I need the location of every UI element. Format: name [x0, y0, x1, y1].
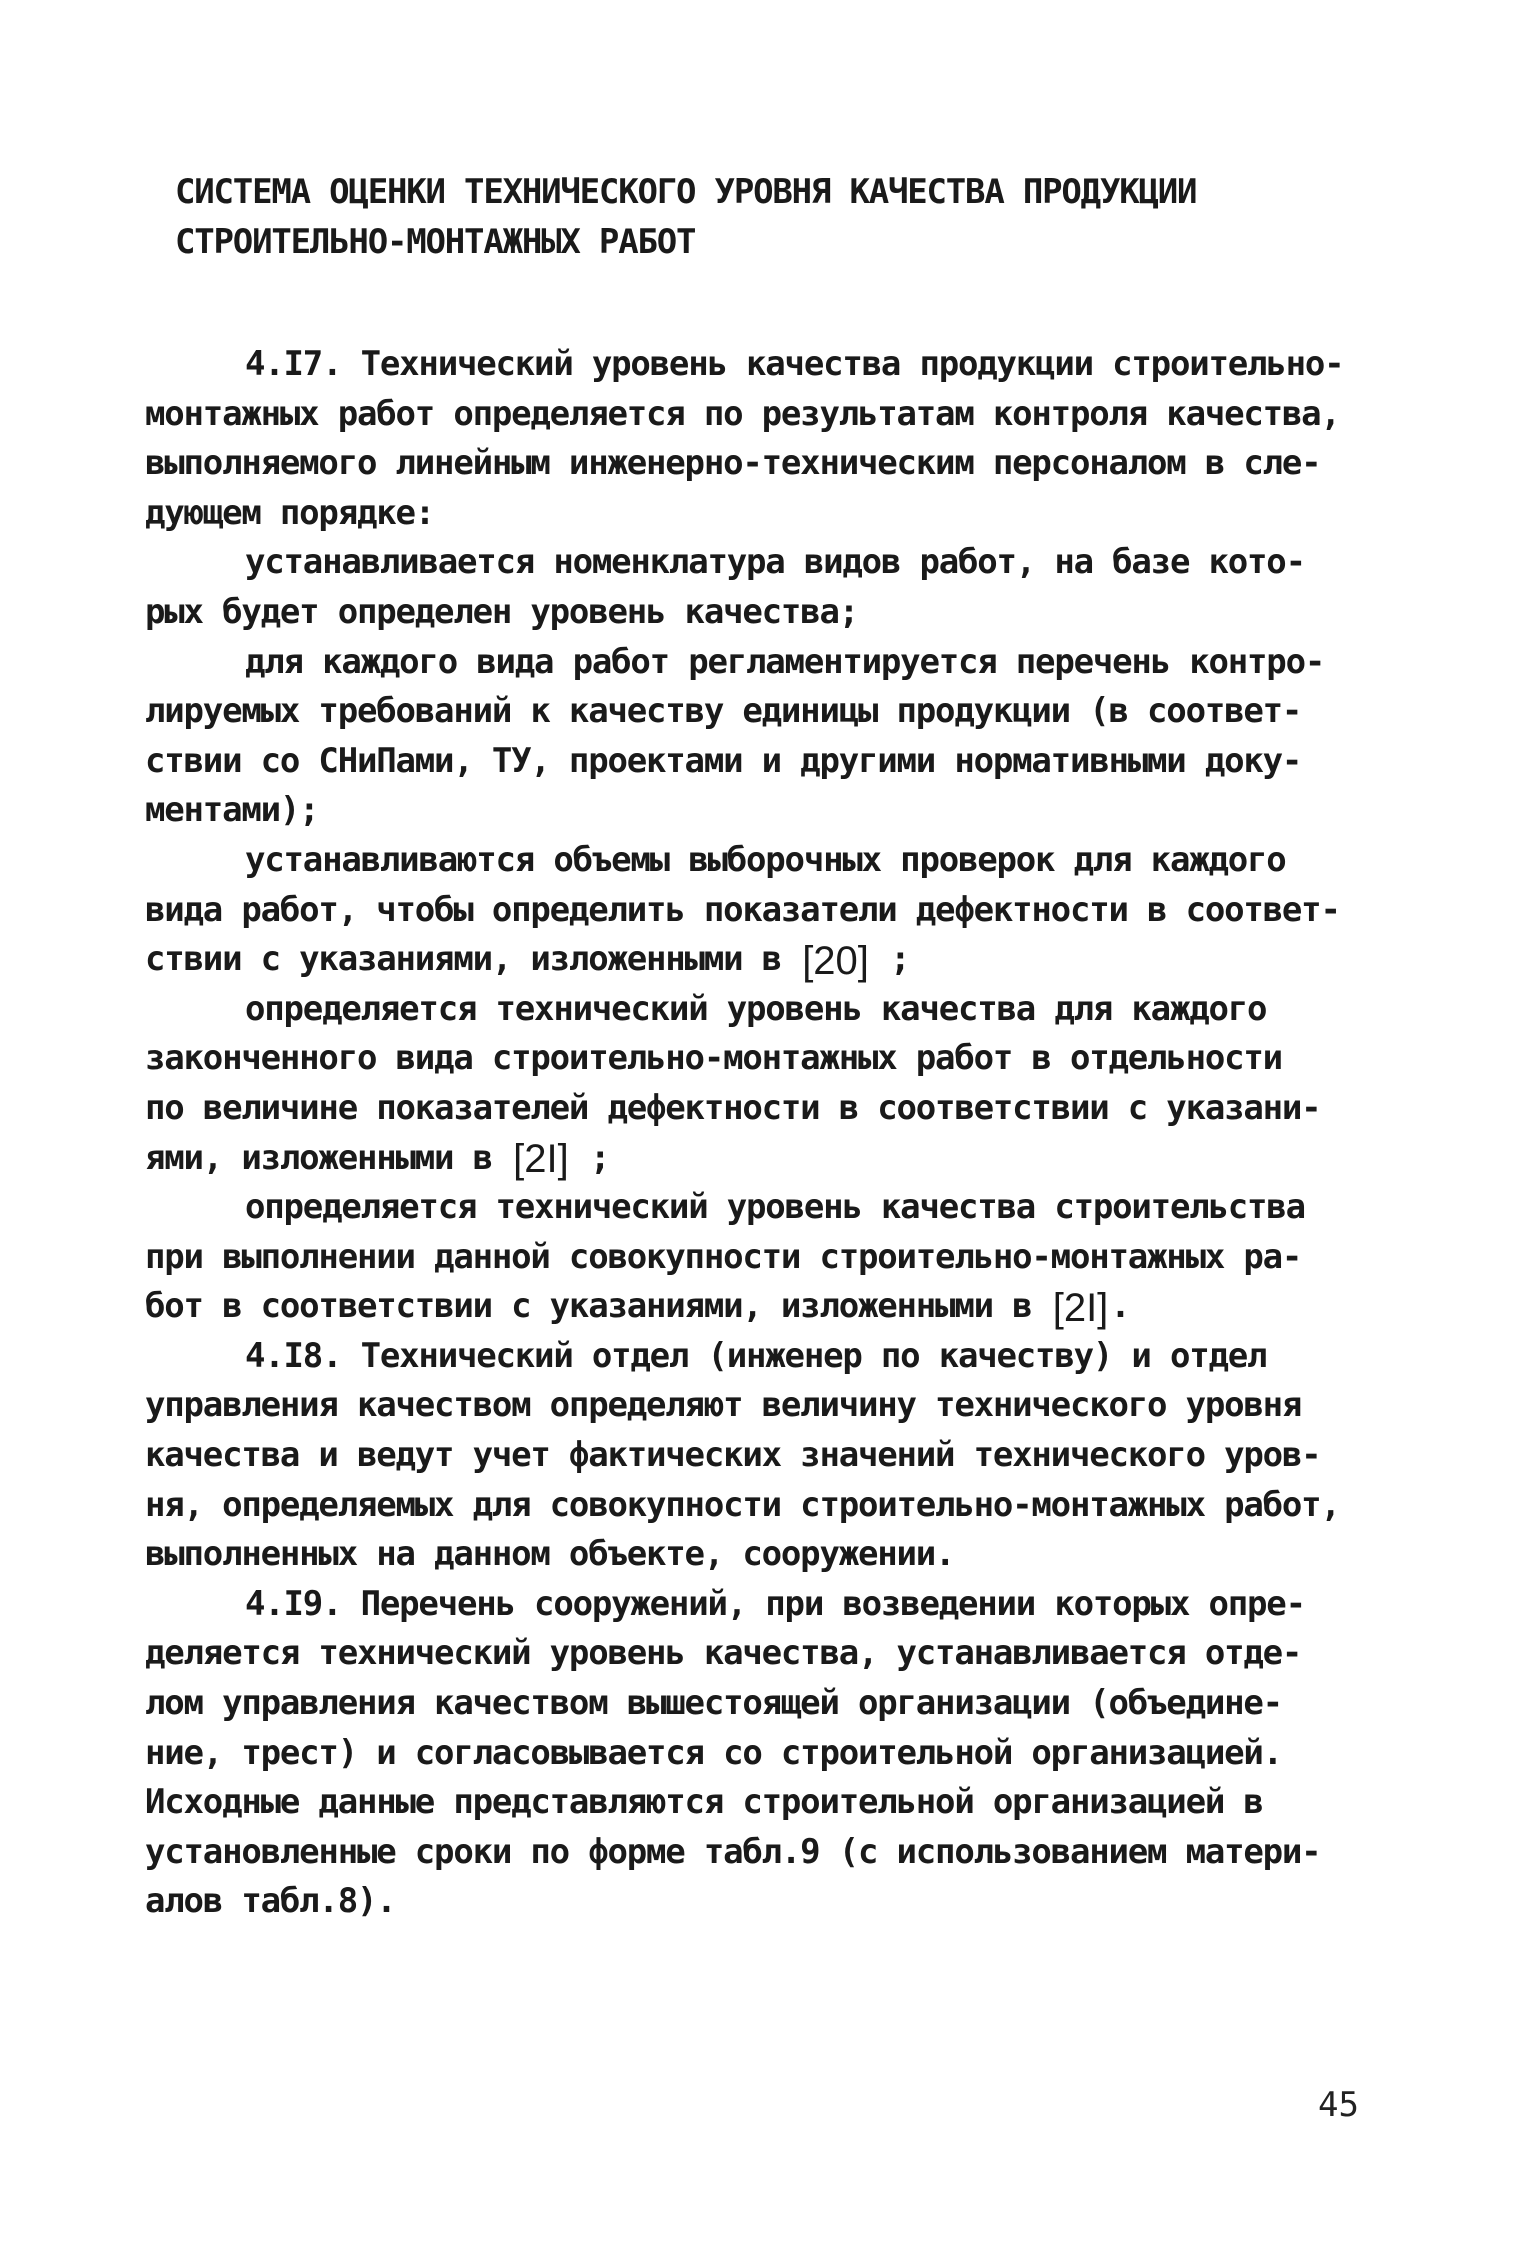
text-line — [145, 638, 1405, 688]
line-text: 4.I9. Перечень сооружений, при возведении которых опре- — [245, 1583, 1305, 1624]
line-text: рых будет определен уровень качества; — [145, 591, 858, 632]
line-text: 4.I8. Технический отдел (инженер по качеству) и отдел — [245, 1335, 1267, 1376]
line-text: ние, трест) и согласовывается со строительной организацией. — [145, 1732, 1282, 1773]
text-line — [145, 1431, 1405, 1481]
text-line — [145, 1530, 1405, 1580]
line-text: по величине показателей дефектности в соответствии с указани- — [145, 1087, 1321, 1128]
text-line — [145, 1629, 1405, 1679]
text-line — [145, 1580, 1405, 1630]
line-text: бот в соответствии с указаниями, изложенными в — [145, 1286, 1032, 1327]
line-text: лируемых требований к качеству единицы продукции (в соответ- — [145, 691, 1302, 732]
text-line — [145, 1481, 1405, 1531]
text-line — [145, 1183, 1405, 1233]
text-line — [145, 340, 1405, 390]
line-text: определяется технический уровень качества строительства — [245, 1187, 1305, 1228]
text-line — [145, 886, 1405, 936]
text-line — [145, 1729, 1405, 1779]
text-line — [145, 1877, 1405, 1927]
line-text: дующем порядке: — [145, 492, 435, 533]
line-text: лом управления качеством вышестоящей организации (объедине- — [145, 1683, 1282, 1724]
line-text: деляется технический уровень качества, устанавливается отде- — [145, 1633, 1302, 1674]
text-line — [145, 1381, 1405, 1431]
line-text: устанавливается номенклатура видов работ, на базе кото- — [245, 542, 1305, 583]
text-line — [145, 737, 1405, 787]
text-line — [145, 1679, 1405, 1729]
text-line — [145, 1778, 1405, 1828]
line-punctuation: . — [1110, 1286, 1130, 1327]
line-text: установленные сроки по форме табл.9 (с использованием матери- — [145, 1831, 1321, 1872]
line-text: для каждого вида работ регламентируется перечень контро- — [245, 641, 1325, 682]
reference-citation: [20] — [802, 938, 869, 983]
text-line — [145, 836, 1405, 886]
reference-citation: [2I] — [1052, 1285, 1109, 1330]
text-line — [145, 687, 1405, 737]
text-line — [145, 1034, 1405, 1084]
heading-line: СИСТЕМА ОЦЕНКИ ТЕХНИЧЕСКОГО УРОВНЯ КАЧЕСТВА ПРОДУКЦИИ — [175, 172, 1197, 212]
line-punctuation: ; — [870, 939, 910, 980]
heading-line: СТРОИТЕЛЬНО-МОНТАЖНЫХ РАБОТ — [175, 221, 696, 262]
line-text: выполненных на данном объекте, сооружении. — [145, 1534, 955, 1575]
text-line — [145, 390, 1405, 440]
line-text: при выполнении данной совокупности строительно-монтажных ра- — [145, 1236, 1302, 1277]
text-line — [145, 786, 1405, 836]
line-text: вида работ, чтобы определить показатели дефектности в соответ- — [145, 889, 1340, 930]
line-text: ментами); — [145, 790, 319, 831]
body-text — [145, 340, 1405, 1927]
text-line — [145, 1828, 1405, 1878]
line-punctuation: ; — [570, 1137, 610, 1178]
line-text: ями, изложенными в — [145, 1137, 492, 1178]
text-line — [145, 985, 1405, 1035]
line-text: определяется технический уровень качества для каждого — [245, 988, 1267, 1029]
line-text: ствии со СНиПами, ТУ, проектами и другими нормативными доку- — [145, 740, 1302, 781]
text-line — [145, 1282, 1405, 1332]
line-text: монтажных работ определяется по результатам контроля качества, — [145, 393, 1340, 434]
text-line — [145, 1332, 1405, 1382]
line-text: ня, определяемых для совокупности строительно-монтажных работ, — [145, 1484, 1340, 1525]
text-line — [145, 538, 1405, 588]
text-line — [145, 1134, 1405, 1184]
line-text: законченного вида строительно-монтажных работ в отдельности — [145, 1038, 1282, 1079]
line-text: управления качеством определяют величину технического уровня — [145, 1385, 1302, 1426]
text-line — [145, 489, 1405, 539]
line-text: 4.I7. Технический уровень качества продукции строительно- — [245, 344, 1344, 384]
text-line — [145, 935, 1405, 985]
line-text: алов табл.8). — [145, 1881, 396, 1922]
section-heading — [175, 168, 1425, 267]
text-line — [145, 1084, 1405, 1134]
line-text: выполняемого линейным инженерно-техническим персоналом в сле- — [145, 443, 1321, 484]
page-number: 45 — [1318, 2085, 1359, 2125]
text-line — [145, 439, 1405, 489]
text-line — [145, 588, 1405, 638]
reference-citation: [2I] — [513, 1137, 569, 1181]
text-line — [145, 1233, 1405, 1283]
line-text: Исходные данные представляются строительной организацией в — [145, 1782, 1263, 1823]
line-text: качества и ведут учет фактических значений технического уров- — [145, 1435, 1321, 1476]
line-text: устанавливаются объемы выборочных проверок для каждого — [245, 839, 1286, 880]
line-text: ствии с указаниями, изложенными в — [145, 939, 781, 980]
